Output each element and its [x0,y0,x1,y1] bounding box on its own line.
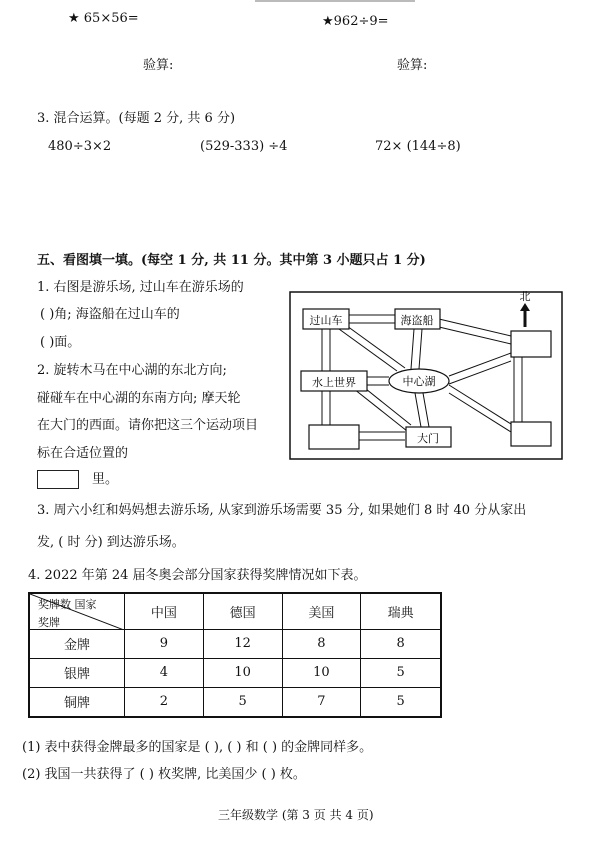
table-row [29,658,441,687]
country-header: 瑞典 [361,593,441,629]
table-cell: 4 [125,658,204,687]
water-world-label: 水上世界 [312,376,356,389]
corner-bottom-label: 奖牌 [38,616,60,629]
blank-box-lower-left[interactable] [309,425,359,449]
table-cell: 9 [125,629,204,658]
table-cell: 5 [361,658,441,687]
question-1: (1) 表中获得金牌最多的国家是 ( ), ( ) 和 ( ) 的金牌同样多。 [22,740,373,755]
country-header: 美国 [282,593,361,629]
table-cell: 10 [282,658,361,687]
p3-line2: 发, ( 时 分) 到达游乐场。 [37,535,185,550]
table-cell: 5 [203,687,282,717]
p3-line1: 3. 周六小红和妈妈想去游乐场, 从家到游乐场需要 35 分, 如果她们 8 时 40 分从家出 [37,503,527,518]
p2-line2: 碰碰车在中心湖的东南方向; 摩天轮 [37,391,241,406]
country-header: 德国 [203,593,282,629]
row-label: 银牌 [29,658,125,687]
table-cell: 5 [361,687,441,717]
pirate-ship-label: 海盗船 [400,314,434,327]
p1-line1: 1. 右图是游乐场, 过山车在游乐场的 [37,280,244,295]
q3-expr-2: (529-333) ÷4 [200,139,288,154]
table-row [29,629,441,658]
q3-expr-1: 480÷3×2 [48,139,112,154]
scan-edge-line [255,0,415,2]
country-header: 中国 [125,593,204,629]
p1-line2: ( )角; 海盗船在过山车的 [40,307,180,322]
table-cell: 12 [203,629,282,658]
p4-title: 4. 2022 年第 24 届冬奥会部分国家获得奖牌情况如下表。 [28,568,367,583]
gate-label: 大门 [417,432,439,445]
row-label: 金牌 [29,629,125,658]
p2-line4: 标在合适位置的 [37,446,129,461]
exercise-divide: ★962÷9= [322,14,389,29]
check-label-2: 验算: [397,58,428,73]
medal-table [28,592,442,718]
table-corner-cell [29,593,125,629]
q3-title: 3. 混合运算。(每题 2 分, 共 6 分) [37,111,236,126]
p2-line5: 里。 [92,472,119,487]
exercise-multiply: ★ 65×56= [68,11,139,26]
q3-expr-3: 72× (144÷8) [375,139,461,154]
p1-line3: ( )面。 [40,335,81,350]
table-cell: 7 [282,687,361,717]
p2-line1: 2. 旋转木马在中心湖的东北方向; [37,363,227,378]
table-header-row [29,593,441,629]
north-label: 北 [519,291,531,303]
central-lake-label: 中心湖 [402,375,436,388]
blank-box-lower-right[interactable] [511,422,551,446]
table-row [29,687,441,717]
blank-box-upper-right[interactable] [511,331,551,357]
table-cell: 10 [203,658,282,687]
check-label-1: 验算: [143,58,174,73]
answer-box-sample[interactable] [37,470,79,489]
table-cell: 8 [282,629,361,658]
roller-coaster-label: 过山车 [309,314,343,327]
p2-line3: 在大门的西面。请你把这三个运动项目 [37,418,259,433]
table-cell: 8 [361,629,441,658]
amusement-park-map [289,291,563,460]
question-2: (2) 我国一共获得了 ( ) 枚奖牌, 比美国少 ( ) 枚。 [22,767,306,782]
north-arrow-icon [520,303,530,311]
corner-top-label: 奖牌数 国家 [38,598,97,611]
page-footer: 三年级数学 (第 3 页 共 4 页) [218,808,374,822]
row-label: 铜牌 [29,687,125,717]
section5-title: 五、看图填一填。(每空 1 分, 共 11 分。其中第 3 小题只占 1 分) [37,253,426,268]
table-cell: 2 [125,687,204,717]
